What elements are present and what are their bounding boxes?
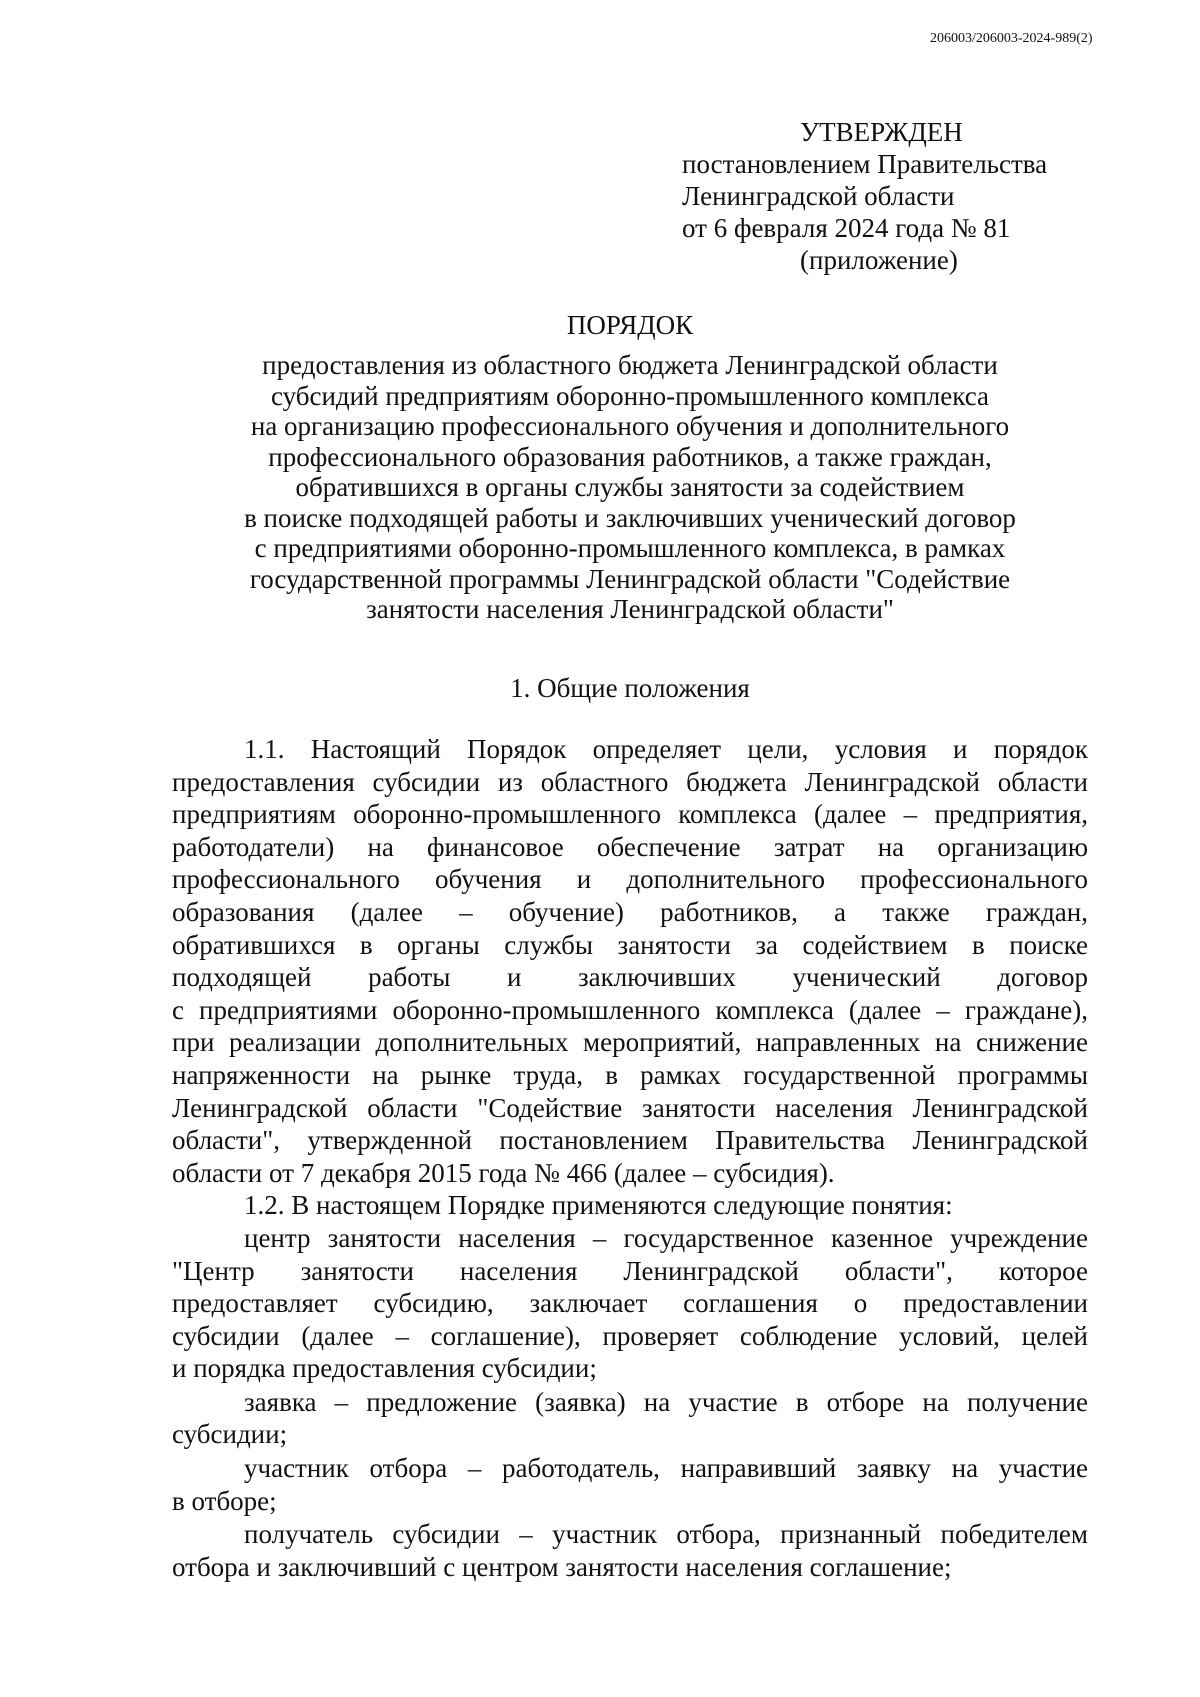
- title-line: в поиске подходящей работы и заключивших ученический договор: [244, 502, 1016, 533]
- paragraph-line: обратившихся в органы службы занятости за содействием в поиске: [172, 929, 1088, 960]
- paragraph-line: субсидии;: [172, 1419, 288, 1450]
- title-line: с предприятиями оборонно-промышленного комплекса, в рамках: [254, 533, 1006, 563]
- paragraph-line: центр занятости населения – государственное казенное учреждение: [244, 1222, 1088, 1253]
- document-title: ПОРЯДОК: [566, 310, 694, 340]
- document-title-block: [160, 309, 1100, 624]
- paragraph-line: напряженности на рынке труда, в рамках государственной программы: [172, 1059, 1088, 1090]
- paragraph-line: субсидии (далее – соглашение), проверяет соблюдение условий, целей: [172, 1320, 1088, 1351]
- paragraph-line: в отборе;: [172, 1485, 277, 1516]
- approval-line: постановлением Правительства: [682, 149, 1048, 179]
- paragraph-line: работодатели) на финансовое обеспечение затрат на организацию: [172, 831, 1088, 862]
- title-line: профессионального образования работников, а также граждан,: [268, 441, 992, 472]
- approval-line: Ленинградской области: [682, 181, 955, 211]
- title-line: на организацию профессионального обучения и дополнительного: [250, 411, 1010, 441]
- paragraph-line: области от 7 декабря 2015 года № 466 (далее – субсидия).: [172, 1157, 835, 1188]
- title-line: обратившихся в органы службы занятости за содействием: [295, 472, 965, 502]
- paragraph-line: образования (далее – обучение) работников, а также граждан,: [172, 896, 1088, 927]
- paragraph-line: предприятиям оборонно-промышленного комплекса (далее – предприятия,: [172, 799, 1088, 830]
- paragraph-line: подходящей работы и заключивших ученический договор: [172, 962, 1088, 993]
- section-heading: 1. Общие положения: [510, 673, 750, 703]
- paragraph-line: и порядка предоставления субсидии;: [172, 1353, 597, 1384]
- paragraph-line: 1.1. Настоящий Порядок определяет цели, условия и порядок: [244, 734, 1088, 764]
- paragraph-line: заявка – предложение (заявка) на участие в отборе на получение: [244, 1386, 1088, 1417]
- paragraph-line: предоставляет субсидию, заключает соглашения о предоставлении: [172, 1288, 1088, 1319]
- paragraph-line: при реализации дополнительных мероприятий, направленных на снижение: [172, 1027, 1088, 1058]
- document-id: 206003/206003-2024-989(2): [930, 31, 1093, 46]
- paragraph-line: получатель субсидии – участник отбора, признанный победителем: [244, 1519, 1088, 1550]
- paragraph-line: с предприятиями оборонно-промышленного комплекса (далее – граждане),: [172, 994, 1088, 1025]
- approval-stamp: [682, 116, 1082, 276]
- approval-line: от 6 февраля 2024 года № 81: [682, 213, 1011, 243]
- title-line: занятости населения Ленинградской области": [366, 594, 894, 624]
- title-line: государственной программы Ленинградской области "Содействие: [249, 563, 1011, 594]
- paragraph-line: предоставления субсидии из областного бюджета Ленинградской области: [172, 766, 1088, 797]
- paragraph-line: Ленинградской области "Содействие занятости населения Ленинградской: [172, 1092, 1088, 1123]
- paragraph-line: "Центр занятости населения Ленинградской области", которое: [172, 1255, 1088, 1286]
- approval-appendix: (приложение): [800, 245, 958, 275]
- paragraph-line: профессионального обучения и дополнительного профессионального: [172, 864, 1088, 895]
- paragraph-line: отбора и заключивший с центром занятости населения соглашение;: [172, 1551, 952, 1582]
- title-line: предоставления из областного бюджета Ленинградской области: [262, 350, 998, 380]
- paragraph-line: 1.2. В настоящем Порядке применяются следующие понятия:: [244, 1190, 953, 1221]
- section-body: [172, 733, 1088, 1583]
- approval-title: УТВЕРЖДЕН: [800, 117, 963, 147]
- paragraph-line: участник отбора – работодатель, направивший заявку на участие: [244, 1453, 1088, 1484]
- paragraph-line: области", утвержденной постановлением Правительства Ленинградской: [172, 1125, 1088, 1156]
- title-line: субсидий предприятиям оборонно-промышленного комплекса: [270, 380, 990, 411]
